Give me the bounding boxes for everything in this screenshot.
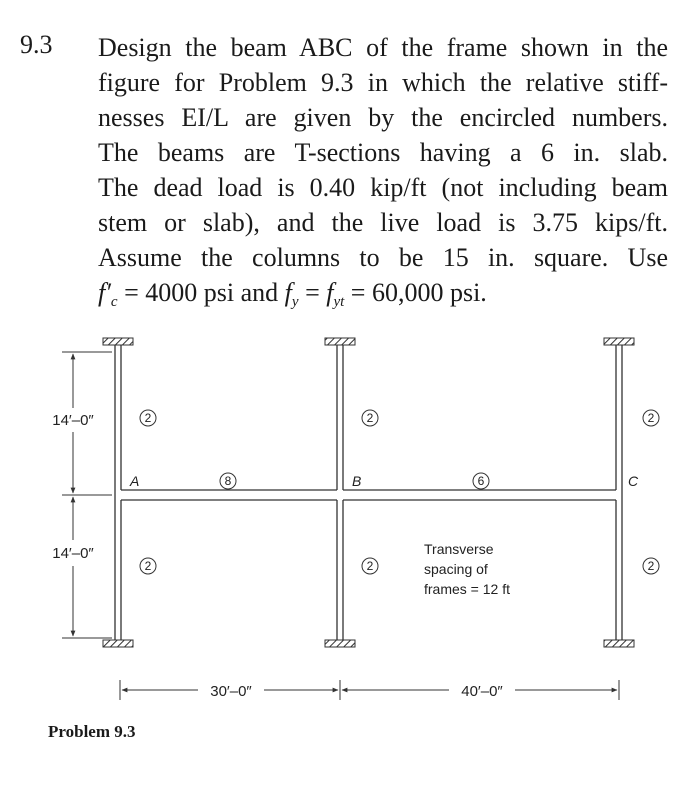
span-dimensions [120,680,619,700]
joint-b-label: B [352,473,362,489]
statement-formula-line [98,275,668,310]
fc-symbol: f′ [98,278,111,307]
column-b [337,345,343,640]
figure-caption: Problem 9.3 [48,722,136,741]
and-word: and [240,278,279,307]
upper-story-height: 14′–0″ [52,412,94,429]
problem-statement [98,30,668,310]
span-ab-length: 30′–0″ [210,683,252,700]
beam-abc [121,490,616,500]
stiffness-lower-a: 2 [144,559,152,573]
equals-sign: = [305,278,320,307]
note-line-3: frames = 12 ft [424,581,510,597]
fy-symbol: f [284,278,292,307]
span-bc-length: 40′–0″ [461,683,503,700]
stiffness-upper-a: 2 [144,411,152,425]
support-top-b [325,338,355,345]
fixed-supports [103,338,634,647]
statement-line-4: The beams are T-sections having a 6 in. slab. [98,138,668,167]
height-dimensions [62,352,112,638]
stiffness-beam-ab: 8 [224,474,232,488]
statement-line-3: nesses EI/L are given by the encircled numbers. [98,103,668,132]
problem-number: 9.3 [20,30,53,59]
fyt-symbol: f [326,278,334,307]
statement-line-2: figure for Problem 9.3 in which the relative stiff- [98,68,668,97]
joint-c-label: C [628,473,639,489]
support-top-c [604,338,634,345]
support-bottom-c [604,640,634,647]
stiffness-lower-b: 2 [366,559,374,573]
lower-story-height: 14′–0″ [52,545,94,562]
joint-a-label: A [130,473,140,489]
stiffness-upper-c: 2 [647,411,655,425]
statement-line-6: stem or slab), and the live load is 3.75 kips/ft. [98,208,668,237]
support-top-a [103,338,133,345]
statement-line-1: Design the beam ABC of the frame shown in the [98,33,668,62]
stiffness-upper-b: 2 [366,411,374,425]
fy-subscript: y [291,294,299,310]
support-bottom-a [103,640,133,647]
fc-subscript: c [110,294,118,310]
fyt-subscript: yt [333,294,345,310]
statement-line-7: Assume the columns to be 15 in. square. Use [98,243,668,272]
stiffness-beam-bc: 6 [477,474,485,488]
statement-line-5: The dead load is 0.40 kip/ft (not including beam [98,173,668,202]
column-c [616,345,622,640]
transverse-spacing-note [424,541,510,597]
f-value: = 60,000 psi. [350,278,487,307]
note-line-2: spacing of [424,561,488,577]
column-a [115,345,121,640]
frame-figure [0,330,691,720]
stiffness-lower-c: 2 [647,559,655,573]
fc-value: = 4000 psi [124,278,235,307]
note-line-1: Transverse [424,541,494,557]
stiffness-markers [140,410,659,574]
support-bottom-b [325,640,355,647]
frame-members [115,345,622,640]
